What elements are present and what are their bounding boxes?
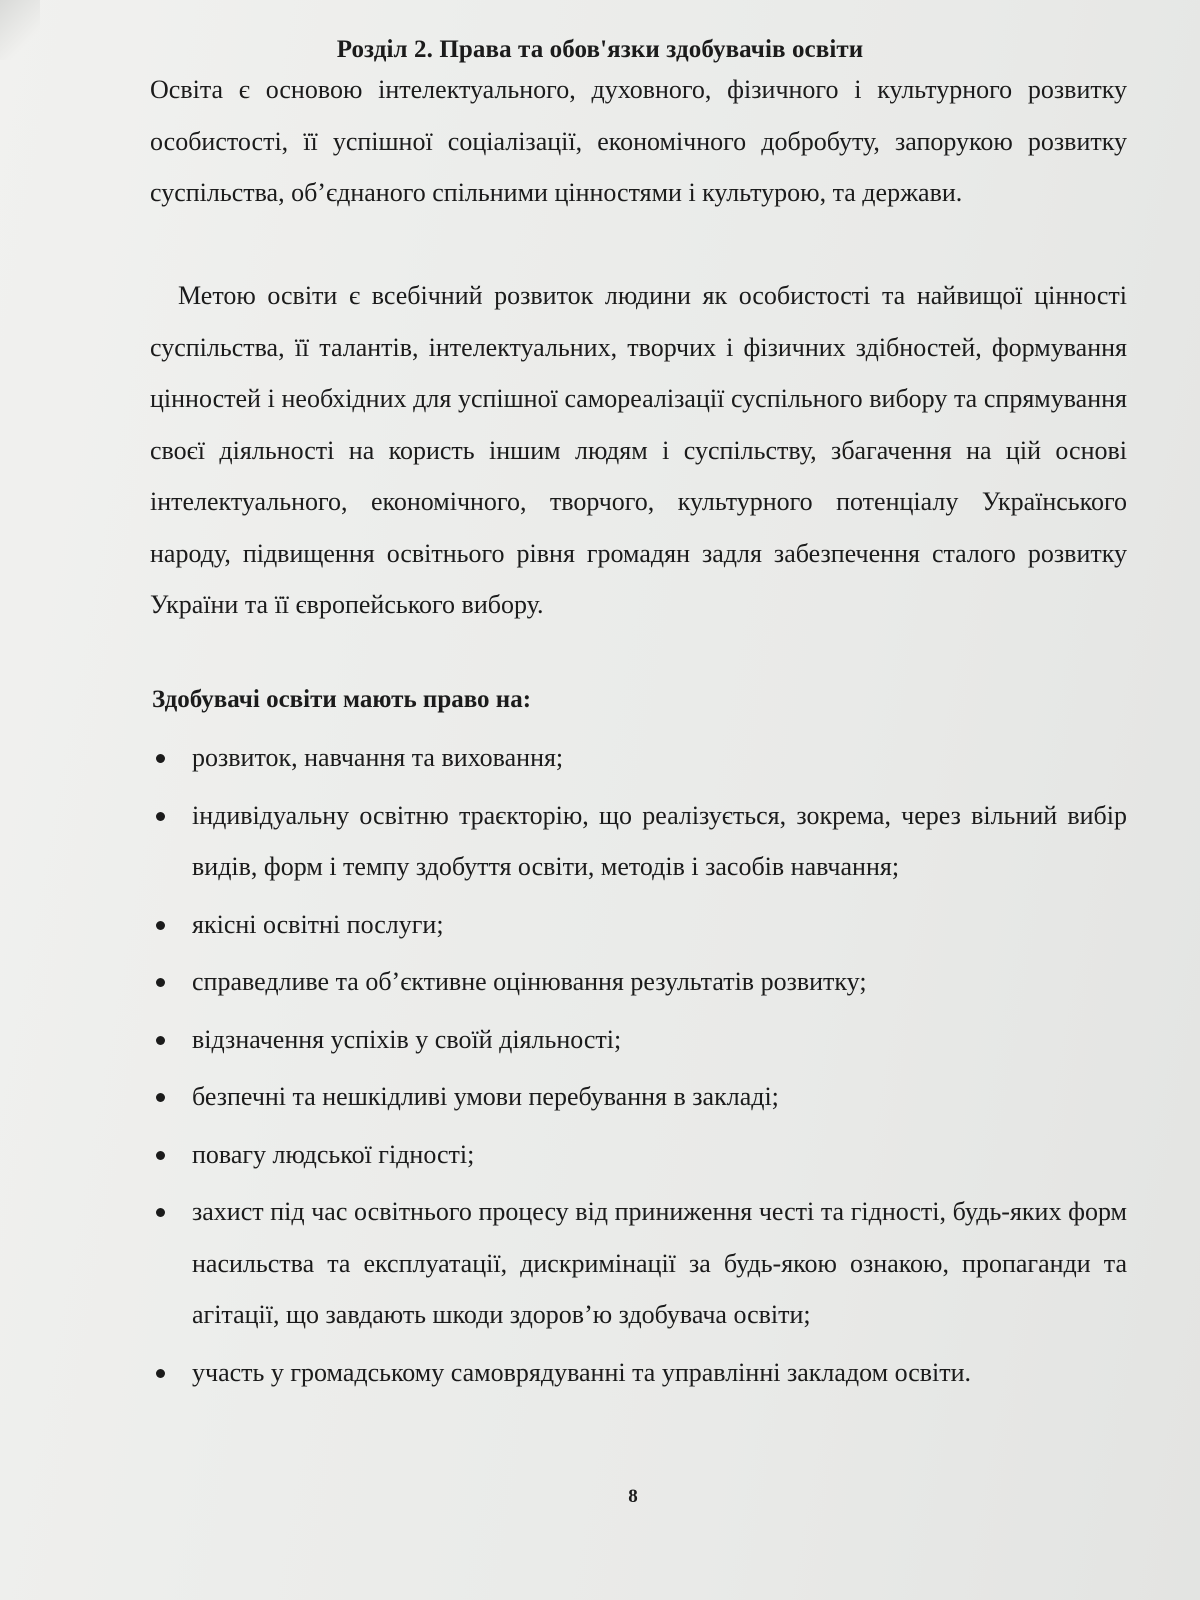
list-item-text: повагу людської гідності; <box>192 1139 475 1169</box>
section-title: Розділ 2. Права та обов'язки здобувачів освіти <box>336 36 864 63</box>
page-number: 8 <box>628 1486 638 1507</box>
bullet-icon <box>156 1151 165 1160</box>
bullet-icon <box>156 978 165 987</box>
list-item <box>152 732 1127 784</box>
rights-heading: Здобувачі освіти мають право на: <box>152 686 532 713</box>
list-item-text: якісні освітні послуги; <box>192 909 444 939</box>
list-item <box>152 1186 1127 1341</box>
bullet-icon <box>156 812 165 821</box>
bullet-icon <box>156 754 165 763</box>
list-item <box>152 790 1127 893</box>
list-item <box>152 899 1127 951</box>
list-item-text: справедливе та об’єктивне оцінювання результатів розвитку; <box>192 967 867 996</box>
list-item <box>152 1347 1127 1399</box>
bullet-icon <box>156 921 165 930</box>
rights-list <box>152 732 1127 1404</box>
bullet-icon <box>156 1093 165 1102</box>
list-item <box>152 1129 1127 1181</box>
paragraph-1: Освіта є основою інтелектуального, духовного, фізичного і культурного розвитку особистості, її успішної соціалізації, економічного добробуту, запорукою розвитку суспільства, об’єднаного спільними цінностями і культурою, та держави. <box>150 75 1127 207</box>
list-item <box>152 956 1127 1008</box>
bullet-icon <box>156 1208 165 1217</box>
bullet-icon <box>156 1369 165 1378</box>
list-item-text: розвиток, навчання та виховання; <box>192 743 564 772</box>
list-item <box>152 1014 1127 1066</box>
bullet-icon <box>156 1036 165 1045</box>
paragraph-2: Метою освіти є всебічний розвиток людини як особистості та найвищої цінності суспільства, її талантів, інтелектуальних, творчих і фізичних здібностей, формування цінностей і необхідних для успішної самореалізації суспільного вибору та спрямування своєї діяльності на користь іншим людям і суспільству, збагачення на цій основі інтелектуального, економічного, творчого, культурного потенціалу Українського народу, підвищення освітнього рівня громадян задля забезпечення сталого розвитку України та її європейського вибору. <box>150 281 1127 619</box>
list-item-text: безпечні та нешкідливі умови перебування в закладі; <box>192 1082 779 1111</box>
list-item-text: відзначення успіхів у своїй діяльності; <box>192 1024 622 1054</box>
list-item-text: індивідуальну освітню траєкторію, що реалізується, зокрема, через вільний вибір видів, форм і темпу здобуття освіти, методів і засобів навчання; <box>192 800 1127 881</box>
list-item-text: участь у громадському самоврядуванні та управлінні закладом освіти. <box>192 1357 972 1387</box>
list-item <box>152 1071 1127 1123</box>
list-item-text: захист під час освітнього процесу від приниження честі та гідності, будь-яких форм насильства та експлуатації, дискримінації за будь-якою ознакою, пропаганди та агітації, що завдають шкоди здоров’ю здобувача освіти; <box>192 1197 1127 1329</box>
